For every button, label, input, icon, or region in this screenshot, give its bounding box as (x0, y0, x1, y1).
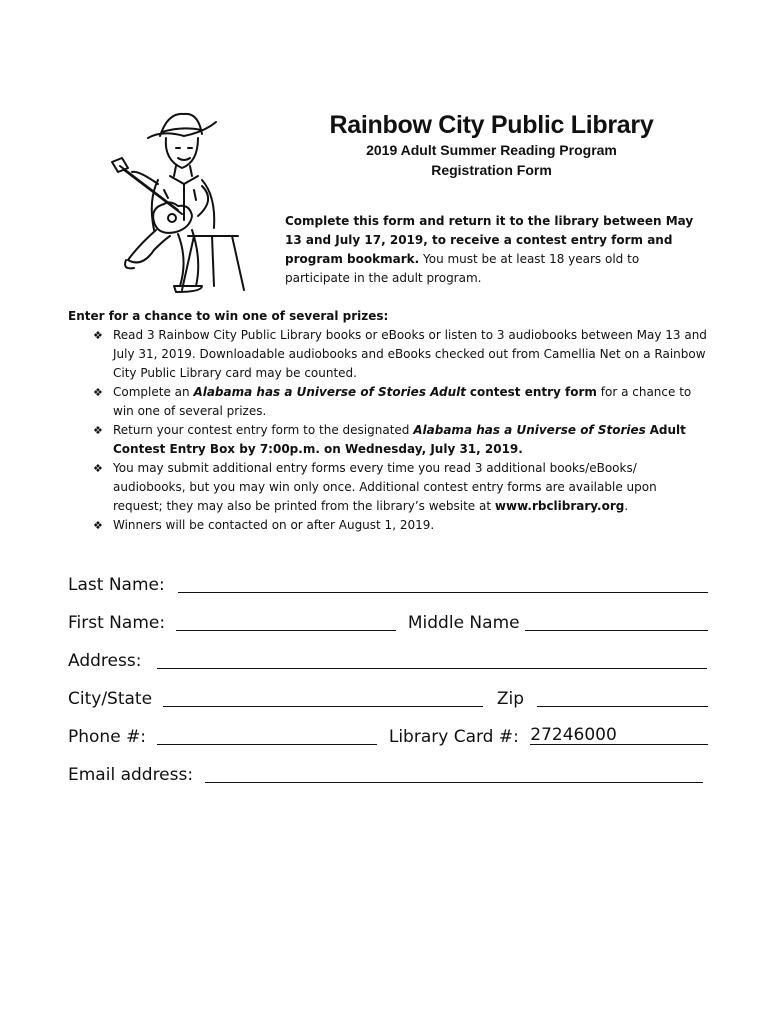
item-bold-text: Adult Contest Entry Box by 7:00p.m. on Wednesday, July 31, 2019. (113, 423, 686, 456)
city-state-label: City/State (68, 689, 153, 709)
diamond-bullet-icon: ❖ (93, 386, 103, 399)
list-item (68, 383, 708, 421)
email-row (68, 762, 708, 800)
list-item (68, 459, 708, 516)
library-card-label: Library Card #: (388, 727, 519, 747)
cowboy-guitar-icon (98, 100, 270, 296)
item-italic-text: Alabama has a Universe of Stories Adult (193, 385, 467, 399)
email-field[interactable] (205, 764, 703, 783)
list-item (68, 326, 708, 383)
item-text: Read 3 Rainbow City Public Library books or eBooks or listen to 3 audiobooks between May 13 and July 31, 2019. Downloadable audiobooks and eBooks checked out from Camellia Net on a Rainbow City Public Library card may be counted. (113, 328, 707, 380)
prizes-heading: Enter for a chance to win one of several prizes: (68, 309, 389, 323)
item-text: You may submit additional entry forms every time you read 3 additional books/eBooks/ audiobooks, but you may win only once. Additional contest entry forms are available upon request; they may also be printed from the library’s website at (113, 461, 657, 513)
phone-card-row (68, 724, 708, 762)
item-text: Complete an (113, 385, 190, 399)
address-row (68, 648, 708, 686)
library-website-link[interactable]: www.rbclibrary.org (494, 499, 625, 513)
phone-field[interactable] (157, 726, 377, 745)
address-field[interactable] (157, 650, 707, 669)
item-italic-text: Alabama has a Universe of Stories (413, 423, 646, 437)
email-label: Email address: (68, 765, 194, 785)
city-state-field[interactable] (163, 688, 483, 707)
item-text: Winners will be contacted on or after August 1, 2019. (113, 518, 435, 532)
phone-label: Phone #: (68, 727, 147, 747)
item-text: . (624, 499, 629, 513)
library-title: Rainbow City Public Library (329, 111, 654, 139)
registration-fields (68, 572, 708, 800)
item-text: Return your contest entry form to the designated (113, 423, 410, 437)
diamond-bullet-icon: ❖ (93, 519, 103, 532)
library-card-field[interactable] (530, 726, 708, 745)
intro-paragraph (285, 212, 705, 288)
program-title: 2019 Adult Summer Reading Program (366, 142, 617, 158)
city-zip-row (68, 686, 708, 724)
form-header (300, 110, 683, 180)
first-name-label: First Name: (68, 613, 166, 633)
list-item (68, 421, 708, 459)
prizes-section (68, 307, 708, 535)
intro-bold-text: Complete this form and return it to the library between May 13 and July 17, 2019, to receive a contest entry form and program bookmark. (285, 214, 694, 266)
prizes-list (68, 326, 708, 535)
middle-name-label: Middle Name (407, 613, 520, 633)
diamond-bullet-icon: ❖ (93, 329, 103, 342)
item-bold-text: contest entry form (469, 385, 597, 399)
zip-field[interactable] (537, 688, 708, 707)
last-name-row (68, 572, 708, 610)
last-name-label: Last Name: (68, 575, 165, 595)
form-title: Registration Form (431, 162, 552, 178)
address-label: Address: (68, 651, 142, 671)
zip-label: Zip (496, 689, 525, 709)
library-card-number: 27246000 (530, 725, 617, 745)
first-middle-name-row (68, 610, 708, 648)
middle-name-field[interactable] (525, 612, 708, 631)
diamond-bullet-icon: ❖ (93, 462, 103, 475)
item-text: for a chance to win one of several prizes. (113, 385, 692, 418)
diamond-bullet-icon: ❖ (93, 424, 103, 437)
last-name-field[interactable] (178, 574, 708, 593)
first-name-field[interactable] (176, 612, 396, 631)
list-item (68, 516, 708, 535)
intro-plain-text: You must be at least 18 years old to participate in the adult program. (285, 252, 640, 285)
